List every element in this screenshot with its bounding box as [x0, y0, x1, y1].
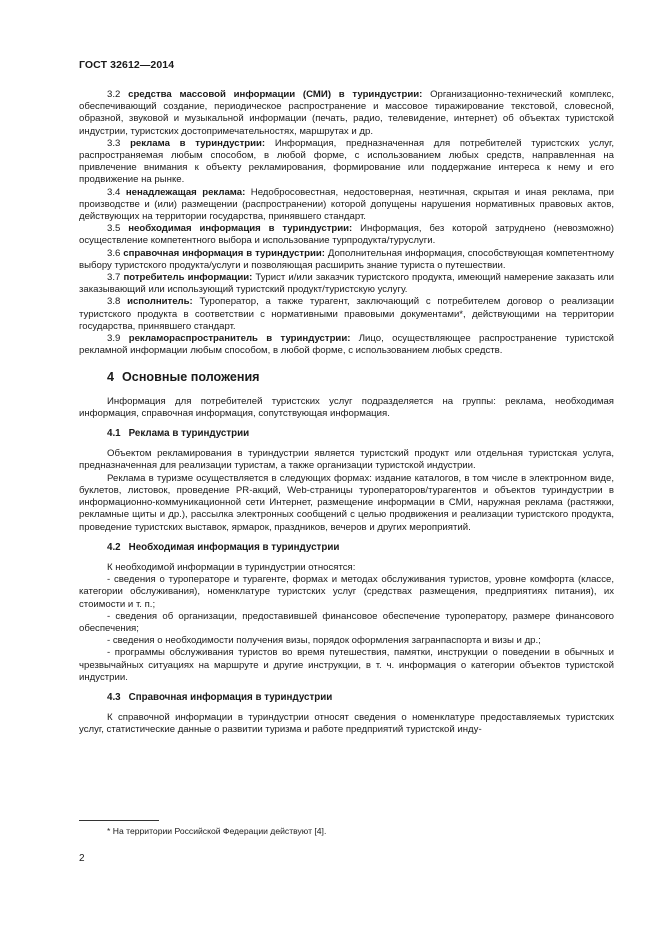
list-item: - сведения о необходимости получения визы, порядок оформления загранпаспорта и визы и др.;: [107, 635, 541, 647]
section-4-1-paragraph: Реклама в туризме осуществляется в следующих формах: издание каталогов, в том числе в электронном виде, буклетов, листовок, проведение PR-акций, Web-страницы туроператоров/турагентов и объектов туриндустрии в информационно-коммуникационной сети Интернет, размещение информации в СМИ, наружная реклама (растяжки, рекламные щиты и др.), рассылка электронных сообщений с целью продвижения и реализации туристского продукта, проведение туристских выставок, ярмарок, праздников, вечеров и других мероприятий.: [79, 472, 614, 533]
section-4-1-paragraph: Объектом рекламирования в туриндустрии является туристский продукт или отдельная туристская услуга, предназначенная для реализации туристам, а также организации туристской индустрии.: [79, 448, 614, 472]
document-header: ГОСТ 32612—2014: [79, 59, 175, 71]
footnote-divider: [79, 820, 159, 821]
list-item: - сведения о туроператоре и турагенте, формах и методах обслуживания туристов, уровне комфорта (классе, категории обслуживания), номенклатуре туристских услуг (средствах размещения, предприятиях питания), их стоимости и т. п.;: [79, 574, 614, 610]
definition-3-6: 3.6 справочная информация в туриндустрии: Дополнительная информация, способствующая компетентному выбору туристского продукта/услуги и позволяющая расширить знание туриста о путешествии.: [79, 247, 614, 271]
section-4-1-heading: 4.1 Реклама в туриндустрии: [107, 428, 250, 440]
footnote: * На территории Российской Федерации действуют [4].: [107, 826, 327, 836]
definition-3-2: 3.2 средства массовой информации (СМИ) в туриндустрии: Организационно-технический комплекс, обеспечивающий создание, периодическое распространение и массовое тиражирование текстовой, словесной, образной, звуковой и музыкальной информации (печать, радио, телевидение, интернет) об объектах туристской индустрии, туристских достопримечательностях, маршрутах и др.: [79, 89, 614, 137]
definitions-list: [79, 89, 614, 357]
definition-3-3: 3.3 реклама в туриндустрии: Информация, предназначенная для потребителей туристских услуг, распространяемая любым способом, в любой форме, с использованием любых средств, направленная на привлечение внимания к объекту рекламирования, формирование или поддержание интереса к нему и его продвижение на рынке.: [79, 137, 614, 186]
definition-3-8: 3.8 исполнитель: Туроператор, а также турагент, заключающий с потребителем договор о реализации туристского продукта в соответствии с нормативными правовыми документами*, действующими на территории государства, принявшего стандарт.: [79, 296, 614, 332]
list-item: - программы обслуживания туристов во время путешествия, памятки, инструкции о поведении в обычных и чрезвычайных ситуациях на маршруте и другие инструкции, в т. ч. информация о категории объектов туристской индустрии.: [79, 647, 614, 683]
section-4-intro: Информация для потребителей туристских услуг подразделяется на группы: реклама, необходимая информация, справочная информация, сопутствующая информация.: [79, 395, 614, 419]
page-number: 2: [79, 853, 85, 864]
definition-3-7: 3.7 потребитель информации: Турист и/или заказчик туристского продукта, имеющий намерение заказать или заказывающий или использующий туристский продукт/туристскую услугу.: [79, 272, 614, 296]
list-item: - сведения об организации, предоставившей финансовое обеспечение туроператору, размере финансового обеспечения;: [79, 610, 614, 634]
main-content: [79, 89, 614, 737]
section-4-3-paragraph: К справочной информации в туриндустрии относят сведения о номенклатуре предоставляемых туристских услуг, статистические данные о развитии туризма и работе предприятий туристской инду-: [79, 712, 614, 736]
definition-3-5: 3.5 необходимая информация в туриндустрии: Информация, без которой затруднено (невозможно) осуществление компетентного выбора и использование турпродукта/туруслуги.: [79, 223, 614, 247]
section-4-2-heading: 4.2 Необходимая информация в туриндустрии: [107, 541, 340, 553]
section-4-heading: 4 Основные положения: [107, 370, 260, 385]
section-4-2-paragraph: К необходимой информации в туриндустрии относятся:: [107, 561, 356, 573]
section-4-3-heading: 4.3 Справочная информация в туриндустрии: [107, 691, 333, 703]
definition-3-4: 3.4 ненадлежащая реклама: Недобросовестная, недостоверная, неэтичная, скрытая и иная реклама, при производстве и (или) размещении (распространении) которой допущены нарушения нормативных правовых актов, действующих на территории государства, принявшего стандарт.: [79, 186, 614, 223]
definition-3-9: 3.9 рекламораспространитель в туриндустрии: Лицо, осуществляющее распространение туристской рекламной информации любым способом, в любой форме, с использованием любых средств.: [79, 333, 614, 357]
